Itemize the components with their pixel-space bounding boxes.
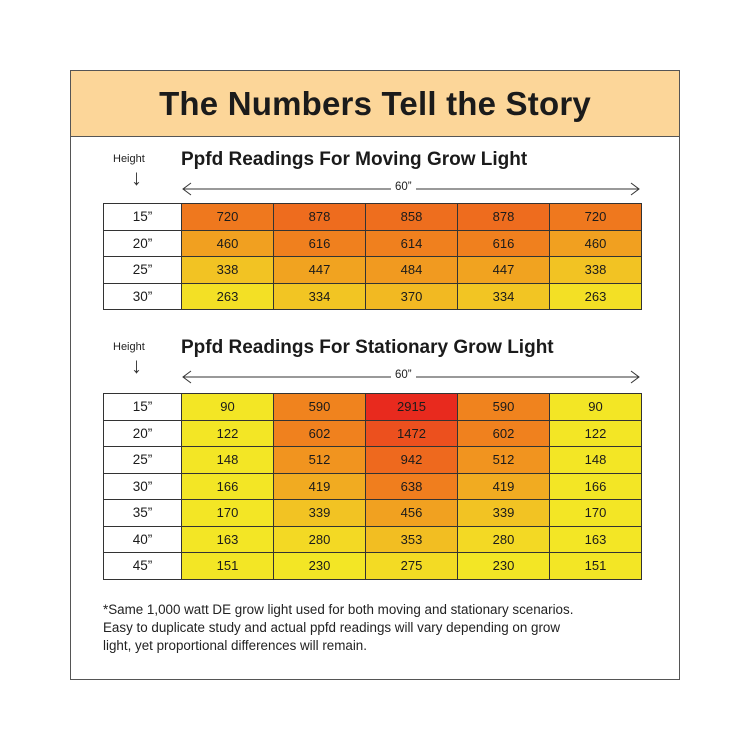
ppfd-cell: 1472 <box>366 420 458 447</box>
ppfd-cell: 275 <box>366 553 458 580</box>
ppfd-cell: 230 <box>274 553 366 580</box>
ppfd-cell: 602 <box>458 420 550 447</box>
table-row <box>104 283 642 310</box>
ppfd-cell: 602 <box>274 420 366 447</box>
width-span-arrow <box>181 181 641 197</box>
ppfd-cell: 148 <box>182 447 274 474</box>
ppfd-cell: 334 <box>274 283 366 310</box>
ppfd-cell: 151 <box>182 553 274 580</box>
ppfd-cell: 163 <box>182 526 274 553</box>
height-row-label: 40” <box>104 526 182 553</box>
width-span-arrow <box>181 369 641 385</box>
ppfd-cell: 447 <box>274 257 366 284</box>
ppfd-cell: 90 <box>182 394 274 421</box>
ppfd-cell: 590 <box>274 394 366 421</box>
footnote <box>103 601 663 655</box>
down-arrow-icon: ↓ <box>131 165 142 190</box>
infographic-card <box>70 70 680 680</box>
ppfd-cell: 942 <box>366 447 458 474</box>
table-row <box>104 553 642 580</box>
table-row <box>104 526 642 553</box>
ppfd-cell: 122 <box>550 420 642 447</box>
ppfd-cell: 590 <box>458 394 550 421</box>
table-row <box>104 394 642 421</box>
ppfd-cell: 338 <box>550 257 642 284</box>
ppfd-cell: 460 <box>182 230 274 257</box>
stationary-light-title: Ppfd Readings For Stationary Grow Light <box>181 337 554 358</box>
ppfd-cell: 512 <box>458 447 550 474</box>
ppfd-cell: 338 <box>182 257 274 284</box>
ppfd-cell: 456 <box>366 500 458 527</box>
width-label: 60” <box>391 181 416 193</box>
ppfd-cell: 460 <box>550 230 642 257</box>
table-row <box>104 447 642 474</box>
ppfd-cell: 614 <box>366 230 458 257</box>
ppfd-cell: 419 <box>274 473 366 500</box>
moving-light-table <box>103 203 642 310</box>
ppfd-cell: 170 <box>550 500 642 527</box>
footnote-line: *Same 1,000 watt DE grow light used for both moving and stationary scenarios. <box>103 602 574 617</box>
page-title: The Numbers Tell the Story <box>159 85 591 122</box>
table-row <box>104 473 642 500</box>
ppfd-cell: 512 <box>274 447 366 474</box>
ppfd-cell: 166 <box>182 473 274 500</box>
height-row-label: 45” <box>104 553 182 580</box>
ppfd-cell: 280 <box>274 526 366 553</box>
ppfd-cell: 122 <box>182 420 274 447</box>
ppfd-cell: 151 <box>550 553 642 580</box>
ppfd-cell: 353 <box>366 526 458 553</box>
ppfd-cell: 2915 <box>366 394 458 421</box>
height-label: Height <box>113 153 145 165</box>
down-arrow-icon: ↓ <box>131 353 142 378</box>
ppfd-cell: 484 <box>366 257 458 284</box>
stationary-light-table <box>103 393 642 580</box>
ppfd-cell: 720 <box>550 204 642 231</box>
moving-light-title: Ppfd Readings For Moving Grow Light <box>181 149 528 170</box>
ppfd-cell: 230 <box>458 553 550 580</box>
ppfd-cell: 638 <box>366 473 458 500</box>
ppfd-cell: 419 <box>458 473 550 500</box>
footnote-line: light, yet proportional differences will remain. <box>103 638 367 653</box>
width-label: 60” <box>391 369 416 381</box>
ppfd-cell: 280 <box>458 526 550 553</box>
ppfd-cell: 166 <box>550 473 642 500</box>
ppfd-cell: 616 <box>458 230 550 257</box>
table-row <box>104 204 642 231</box>
height-row-label: 15” <box>104 204 182 231</box>
ppfd-cell: 263 <box>182 283 274 310</box>
height-label: Height <box>113 341 145 353</box>
table-row <box>104 230 642 257</box>
height-row-label: 35” <box>104 500 182 527</box>
ppfd-cell: 148 <box>550 447 642 474</box>
ppfd-cell: 878 <box>274 204 366 231</box>
height-row-label: 30” <box>104 473 182 500</box>
ppfd-cell: 263 <box>550 283 642 310</box>
ppfd-cell: 90 <box>550 394 642 421</box>
table-row <box>104 500 642 527</box>
table-row <box>104 420 642 447</box>
ppfd-cell: 334 <box>458 283 550 310</box>
ppfd-cell: 616 <box>274 230 366 257</box>
height-row-label: 15” <box>104 394 182 421</box>
ppfd-cell: 163 <box>550 526 642 553</box>
ppfd-cell: 720 <box>182 204 274 231</box>
ppfd-cell: 878 <box>458 204 550 231</box>
height-row-label: 20” <box>104 420 182 447</box>
ppfd-cell: 858 <box>366 204 458 231</box>
title-banner <box>71 71 679 137</box>
ppfd-cell: 170 <box>182 500 274 527</box>
height-row-label: 20” <box>104 230 182 257</box>
table-row <box>104 257 642 284</box>
ppfd-cell: 339 <box>274 500 366 527</box>
ppfd-cell: 447 <box>458 257 550 284</box>
ppfd-cell: 339 <box>458 500 550 527</box>
height-row-label: 25” <box>104 257 182 284</box>
height-row-label: 30” <box>104 283 182 310</box>
height-row-label: 25” <box>104 447 182 474</box>
footnote-line: Easy to duplicate study and actual ppfd readings will vary depending on grow <box>103 620 561 635</box>
ppfd-cell: 370 <box>366 283 458 310</box>
